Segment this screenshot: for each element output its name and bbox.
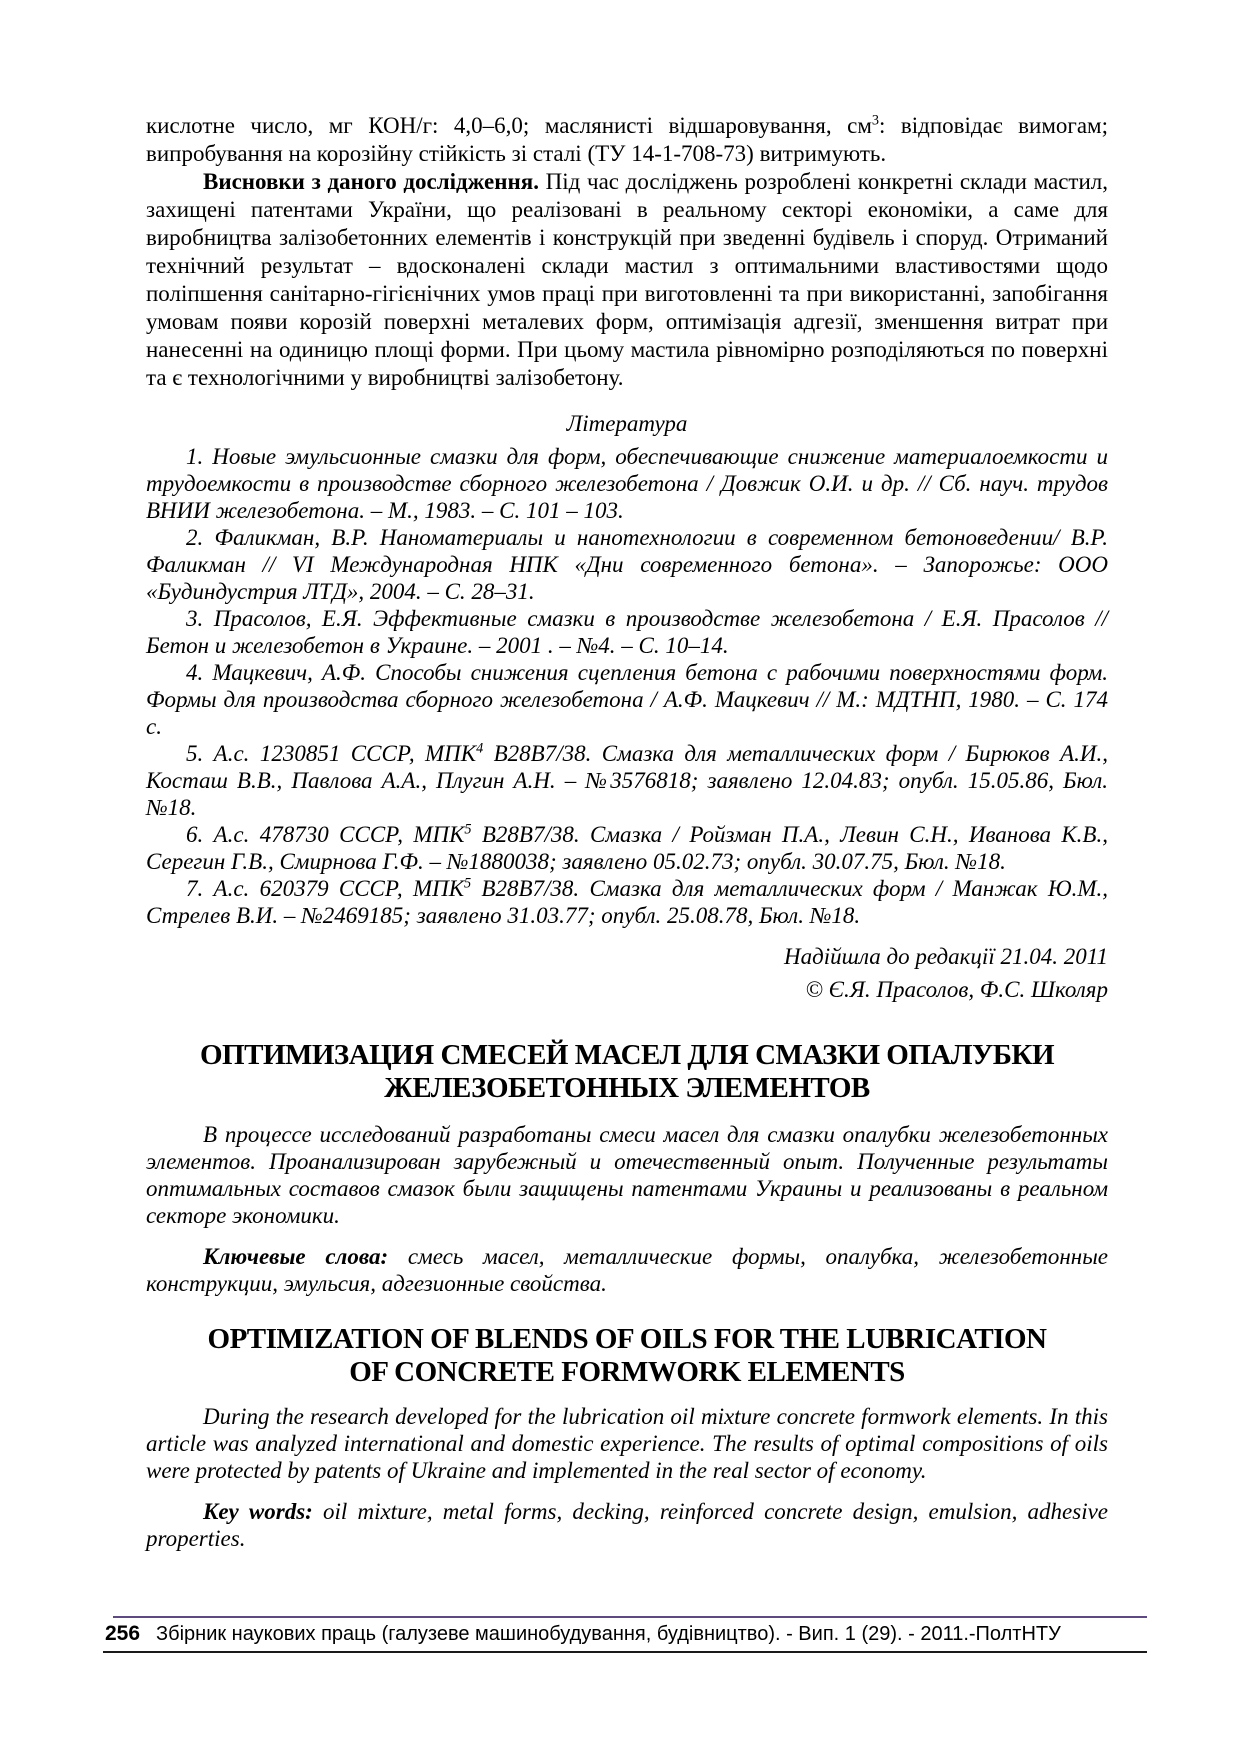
page-number: 256 xyxy=(105,1622,141,1645)
cubic-superscript: 3 xyxy=(871,112,879,129)
title-ru-line2: ЖЕЛЕЗОБЕТОННЫХ ЭЛЕМЕНТОВ xyxy=(384,1072,870,1104)
footer-bottom-rule xyxy=(103,1651,1147,1653)
keywords-en-text: oil mixture, metal forms, decking, reinforced concrete design, emulsion, adhesive properties. xyxy=(146,1499,1108,1551)
paragraph-conclusions xyxy=(146,168,1108,392)
conclusions-lead: Висновки з даного дослідження. xyxy=(203,169,539,194)
title-ru-line1: ОПТИМИЗАЦИЯ СМЕСЕЙ МАСЕЛ ДЛЯ СМАЗКИ ОПАЛУБКИ xyxy=(199,1039,1055,1071)
copyright-authors: © Є.Я. Прасолов, Ф.С. Школяр xyxy=(805,977,1108,1002)
mpk-class-superscript: 4 xyxy=(476,740,484,757)
keywords-ru xyxy=(146,1243,1108,1297)
received-date: Надійшла до редакції 21.04. 2011 xyxy=(783,944,1108,969)
keywords-ru-text: смесь масел, металлические формы, опалубка, железобетонные конструкции, эмульсия, адгезионные свойства. xyxy=(146,1244,1108,1296)
reference-item: 6. А.с. 478730 СССР, МПК$^5$ В28В7/38. Смазка / Ройзман П.А., Левин С.Н., Иванова К.В., Серегин Г.В., Смирнова Г.Ф. – №1880038; заявлено 05.02.73; опубл. 30.07.75, Бюл. №18. xyxy=(146,821,1108,874)
reference-item: 7. А.с. 620379 СССР, МПК$^5$ В28В7/38. Смазка для металлических форм / Манжак Ю.М., Стрелев В.И. – №2469185; заявлено 31.03.77; опубл. 25.08.78, Бюл. №18. xyxy=(146,875,1108,928)
references-heading: Література xyxy=(566,411,688,436)
mpk-class-superscript: 5 xyxy=(464,875,472,892)
reference-item: 1. Новые эмульсионные смазки для форм, обеспечивающие снижение материалоемкости и трудоемкости в производстве сборного железобетона / Довжик О.И. и др. // Сб. науч. трудов ВНИИ железобетона. – М., 1983. – С. 101 – 103. xyxy=(146,444,1108,523)
references-list xyxy=(146,443,1108,929)
keywords-en-label: Key words: xyxy=(203,1499,313,1524)
reference-item: 2. Фаликман, В.Р. Наноматериалы и нанотехнологии в современном бетоноведении/ В.Р. Фаликман // VI Международная НПК «Дни современного бетона». – Запорожье: ООО «Будиндустрия ЛТД», 2004. – С. 28–31. xyxy=(146,525,1108,604)
acid-number-text: кислотне число, мг КОН/г: 4,0–6,0; маслянисті відшаровування, см xyxy=(146,113,872,138)
abstract-en: During the research developed for the lubrication oil mixture concrete formwork elements. In this article was analyzed international and domestic experience. The results of optimal compositions of oils were protected by patents of Ukraine and implemented in the real sector of economy. xyxy=(146,1404,1108,1483)
conclusions-text: Під час досліджень розроблені конкретні склади мастил, захищені патентами України, що реалізовані в реальному секторі економіки, а саме для виробництва залізобетонних елементів і конструкцій при зведенні будівель і споруд. Отриманий технічний результат – вдосконалені склади мастил з оптимальними властивостями щодо поліпшення санітарно-гігієнічних умов праці при виготовленні та при використанні, запобігання умовам появи корозій поверхні металевих форм, оптимізація адгезії, зменшення витрат при нанесенні на одиницю площі форми. При цьому мастила рівномірно розподіляються по поверхні та є технологічними у виробництві залізобетону. xyxy=(146,169,1108,390)
footer-row xyxy=(103,1618,1147,1651)
title-ru xyxy=(146,1039,1108,1105)
page-footer xyxy=(103,1616,1147,1653)
paragraph-acid-number xyxy=(146,112,1108,168)
reference-item: 4. Мацкевич, А.Ф. Способы снижения сцепления бетона с рабочими поверхностями форм. Формы для производства сборного железобетона / А.Ф. Мацкевич // М.: МДТНП, 1980. – С. 174 с. xyxy=(146,660,1108,739)
reference-item: 5. А.с. 1230851 СССР, МПК$^4$ В28В7/38. Смазка для металлических форм / Бирюков А.И., Косташ В.В., Павлова А.А., Плугин А.Н. – №3576818; заявлено 12.04.83; опубл. 15.05.86, Бюл. №18. xyxy=(146,740,1108,820)
title-en-line2: OF CONCRETE FORMWORK ELEMENTS xyxy=(349,1356,905,1388)
mpk-class-superscript: 5 xyxy=(464,821,472,838)
title-en xyxy=(146,1323,1108,1389)
reference-item: 3. Прасолов, Е.Я. Эффективные смазки в производстве железобетона / Е.Я. Прасолов // Бетон и железобетон в Украине. – 2001 . – №4. – С. 10–14. xyxy=(146,606,1108,658)
footer-journal-info: Збірник наукових праць (галузеве машинобудування, будівництво). - Вип. 1 (29). - 2011.-ПолтНТУ xyxy=(156,1623,1061,1645)
abstract-ru: В процессе исследований разработаны смеси масел для смазки опалубки железобетонных элементов. Проанализирован зарубежный и отечественный опыт. Полученные результаты оптимальных составов смазок были защищены патентами Украины и реализованы в реальном секторе экономики. xyxy=(146,1122,1108,1228)
keywords-ru-label: Ключевые слова: xyxy=(203,1244,389,1269)
keywords-en xyxy=(146,1498,1108,1552)
acid-number-text-after: : відповідає вимогам; випробування на корозійну стійкість зі сталі (ТУ 14-1-708-73) витримують. xyxy=(146,113,1108,166)
title-en-line1: OPTIMIZATION OF BLENDS OF OILS FOR THE LUBRICATION xyxy=(207,1323,1047,1355)
